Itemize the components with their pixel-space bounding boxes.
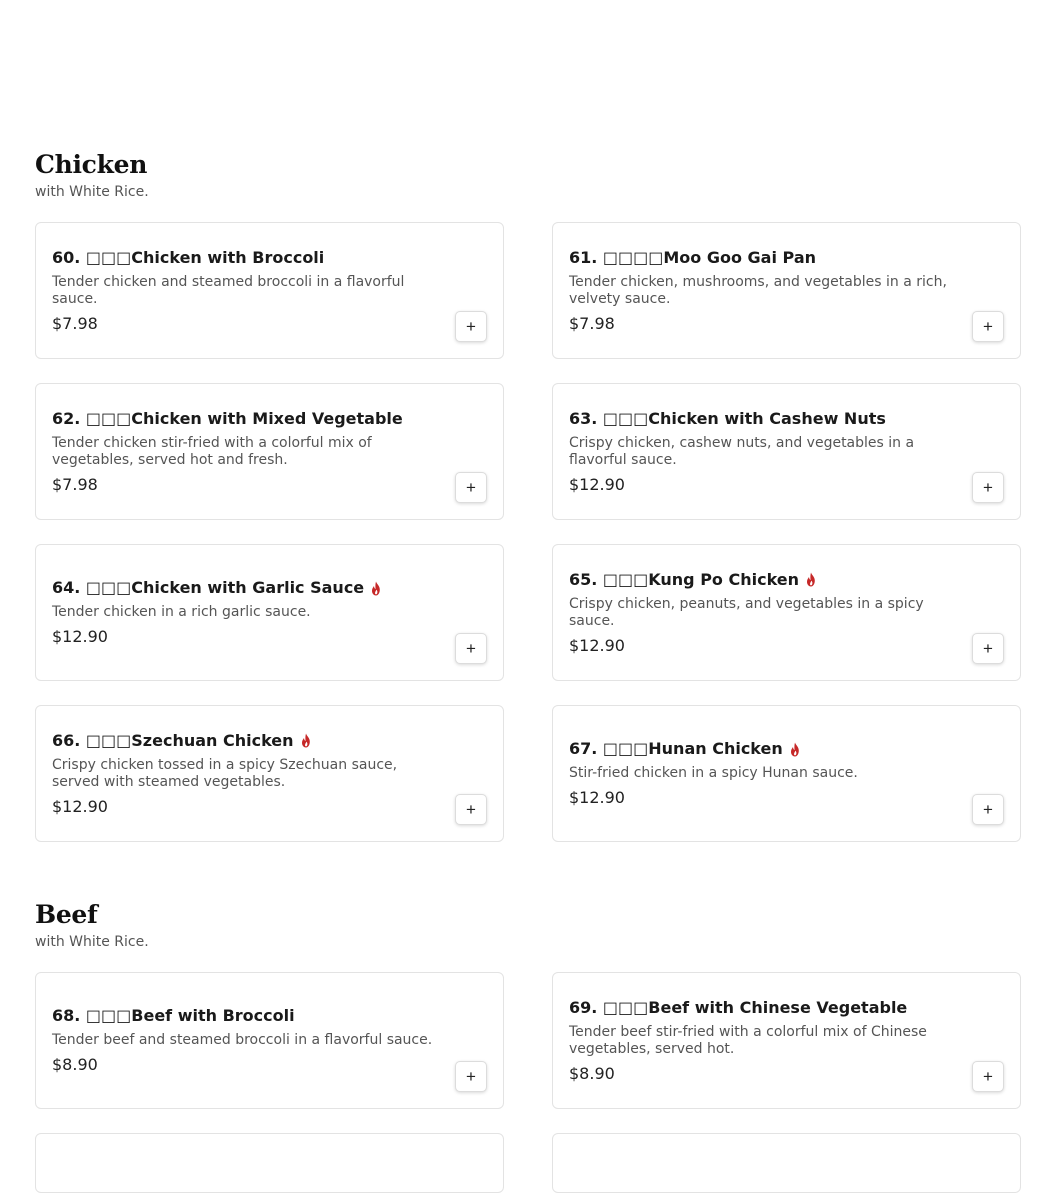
menu-item-title-row <box>52 248 447 268</box>
menu-item-title-row <box>569 570 964 590</box>
menu-item-card[interactable] <box>35 222 504 359</box>
menu-item-price: $12.90 <box>569 788 625 807</box>
menu-item-title-row <box>569 998 964 1018</box>
menu-item-description: Stir-fried chicken in a spicy Hunan sauce. <box>569 765 858 781</box>
menu-item-description: Crispy chicken tossed in a spicy Szechuan sauce, served with steamed vegetables. <box>52 756 398 790</box>
menu-item-name: 67. □□□Hunan Chicken <box>569 739 783 758</box>
menu-item-description: Tender beef stir-fried with a colorful mix of Chinese vegetables, served hot. <box>569 1023 927 1057</box>
section-title: Chicken <box>35 150 148 179</box>
menu-item-name: 60. □□□Chicken with Broccoli <box>52 247 325 267</box>
menu-item-price: $12.90 <box>569 635 625 655</box>
flame-icon <box>300 733 312 748</box>
menu-item-name: 69. □□□Beef with Chinese Vegetable <box>569 997 908 1017</box>
add-item-button[interactable] <box>455 311 487 342</box>
menu-item-description: Tender beef and steamed broccoli in a flavorful sauce. <box>52 1032 433 1048</box>
menu-item-name: 65. □□□Kung Po Chicken <box>569 569 800 589</box>
menu-item-price: $8.90 <box>52 1055 98 1074</box>
menu-item-content <box>52 731 487 817</box>
add-item-button[interactable] <box>455 472 487 503</box>
section-chicken <box>35 150 1021 819</box>
menu-item-name: 64. □□□Chicken with Garlic Sauce <box>52 578 365 597</box>
flame-icon <box>805 572 817 587</box>
menu-item-content <box>569 739 1004 808</box>
menu-item-price: $7.98 <box>52 474 98 494</box>
menu-item-content <box>52 248 487 334</box>
add-item-button[interactable] <box>972 472 1004 503</box>
add-item-button[interactable] <box>455 1061 487 1092</box>
menu-item-card[interactable] <box>552 383 1021 520</box>
menu-item-description: Crispy chicken, peanuts, and vegetables in a spicy sauce. <box>569 595 924 629</box>
plus-icon: + <box>983 1067 993 1086</box>
plus-icon: + <box>466 317 476 336</box>
menu-item-price: $12.90 <box>52 796 108 816</box>
menu-grid <box>35 222 1021 842</box>
plus-icon: + <box>983 639 993 658</box>
plus-icon: + <box>466 800 476 819</box>
menu-item-content <box>569 248 1004 334</box>
menu-item-title-row <box>569 409 964 429</box>
menu-item-card[interactable] <box>552 1133 1021 1193</box>
add-item-button[interactable] <box>972 794 1004 825</box>
menu-item-card[interactable] <box>552 544 1021 681</box>
menu-item-title-row <box>569 248 964 268</box>
menu-item-price: $12.90 <box>52 627 108 646</box>
menu-item-card[interactable] <box>552 705 1021 842</box>
section-subtitle: with White Rice. <box>35 934 149 950</box>
menu-item-title-row <box>52 731 447 751</box>
menu-item-content <box>52 578 487 647</box>
menu-item-description: Tender chicken, mushrooms, and vegetables in a rich, velvety sauce. <box>569 273 947 307</box>
add-item-button[interactable] <box>972 1061 1004 1092</box>
menu-item-content <box>52 1006 487 1075</box>
plus-icon: + <box>983 800 993 819</box>
menu-item-content <box>52 409 487 495</box>
plus-icon: + <box>466 478 476 497</box>
menu-item-name: 61. □□□□Moo Goo Gai Pan <box>569 247 817 267</box>
menu-grid <box>35 972 1021 1193</box>
menu-item-card[interactable] <box>35 1133 504 1193</box>
menu-item-price: $7.98 <box>52 313 98 333</box>
menu-item-title-row <box>52 409 447 429</box>
menu-item-content <box>569 409 1004 495</box>
add-item-button[interactable] <box>455 633 487 664</box>
menu-item-card[interactable] <box>552 222 1021 359</box>
menu-item-card[interactable] <box>552 972 1021 1109</box>
menu-item-title-row <box>52 1006 447 1026</box>
menu-item-name: 63. □□□Chicken with Cashew Nuts <box>569 408 886 428</box>
menu-item-name: 68. □□□Beef with Broccoli <box>52 1006 295 1025</box>
add-item-button[interactable] <box>972 311 1004 342</box>
menu-item-name: 66. □□□Szechuan Chicken <box>52 730 294 750</box>
add-item-button[interactable] <box>972 633 1004 664</box>
menu-item-content <box>569 570 1004 656</box>
menu-item-price: $7.98 <box>569 313 615 333</box>
menu-item-description: Crispy chicken, cashew nuts, and vegetables in a flavorful sauce. <box>569 434 915 468</box>
menu-item-description: Tender chicken stir-fried with a colorful mix of vegetables, served hot and fresh. <box>52 434 372 468</box>
menu-item-card[interactable] <box>35 544 504 681</box>
menu-item-card[interactable] <box>35 705 504 842</box>
add-item-button[interactable] <box>455 794 487 825</box>
menu-item-title-row <box>52 578 447 598</box>
plus-icon: + <box>466 1067 476 1086</box>
menu-item-content <box>569 998 1004 1084</box>
section-subtitle: with White Rice. <box>35 184 149 200</box>
plus-icon: + <box>983 478 993 497</box>
menu-item-card[interactable] <box>35 972 504 1109</box>
flame-icon <box>370 581 382 596</box>
menu-item-card[interactable] <box>35 383 504 520</box>
plus-icon: + <box>983 317 993 336</box>
menu-item-price: $8.90 <box>569 1063 615 1083</box>
flame-icon <box>789 742 801 757</box>
section-beef <box>35 900 1021 1086</box>
menu-item-description: Tender chicken and steamed broccoli in a flavorful sauce. <box>52 273 405 307</box>
menu-item-title-row <box>569 739 964 759</box>
menu-item-description: Tender chicken in a rich garlic sauce. <box>52 604 311 620</box>
menu-item-name: 62. □□□Chicken with Mixed Vegetable <box>52 408 403 428</box>
section-title: Beef <box>35 900 98 929</box>
menu-item-price: $12.90 <box>569 474 625 494</box>
plus-icon: + <box>466 639 476 658</box>
